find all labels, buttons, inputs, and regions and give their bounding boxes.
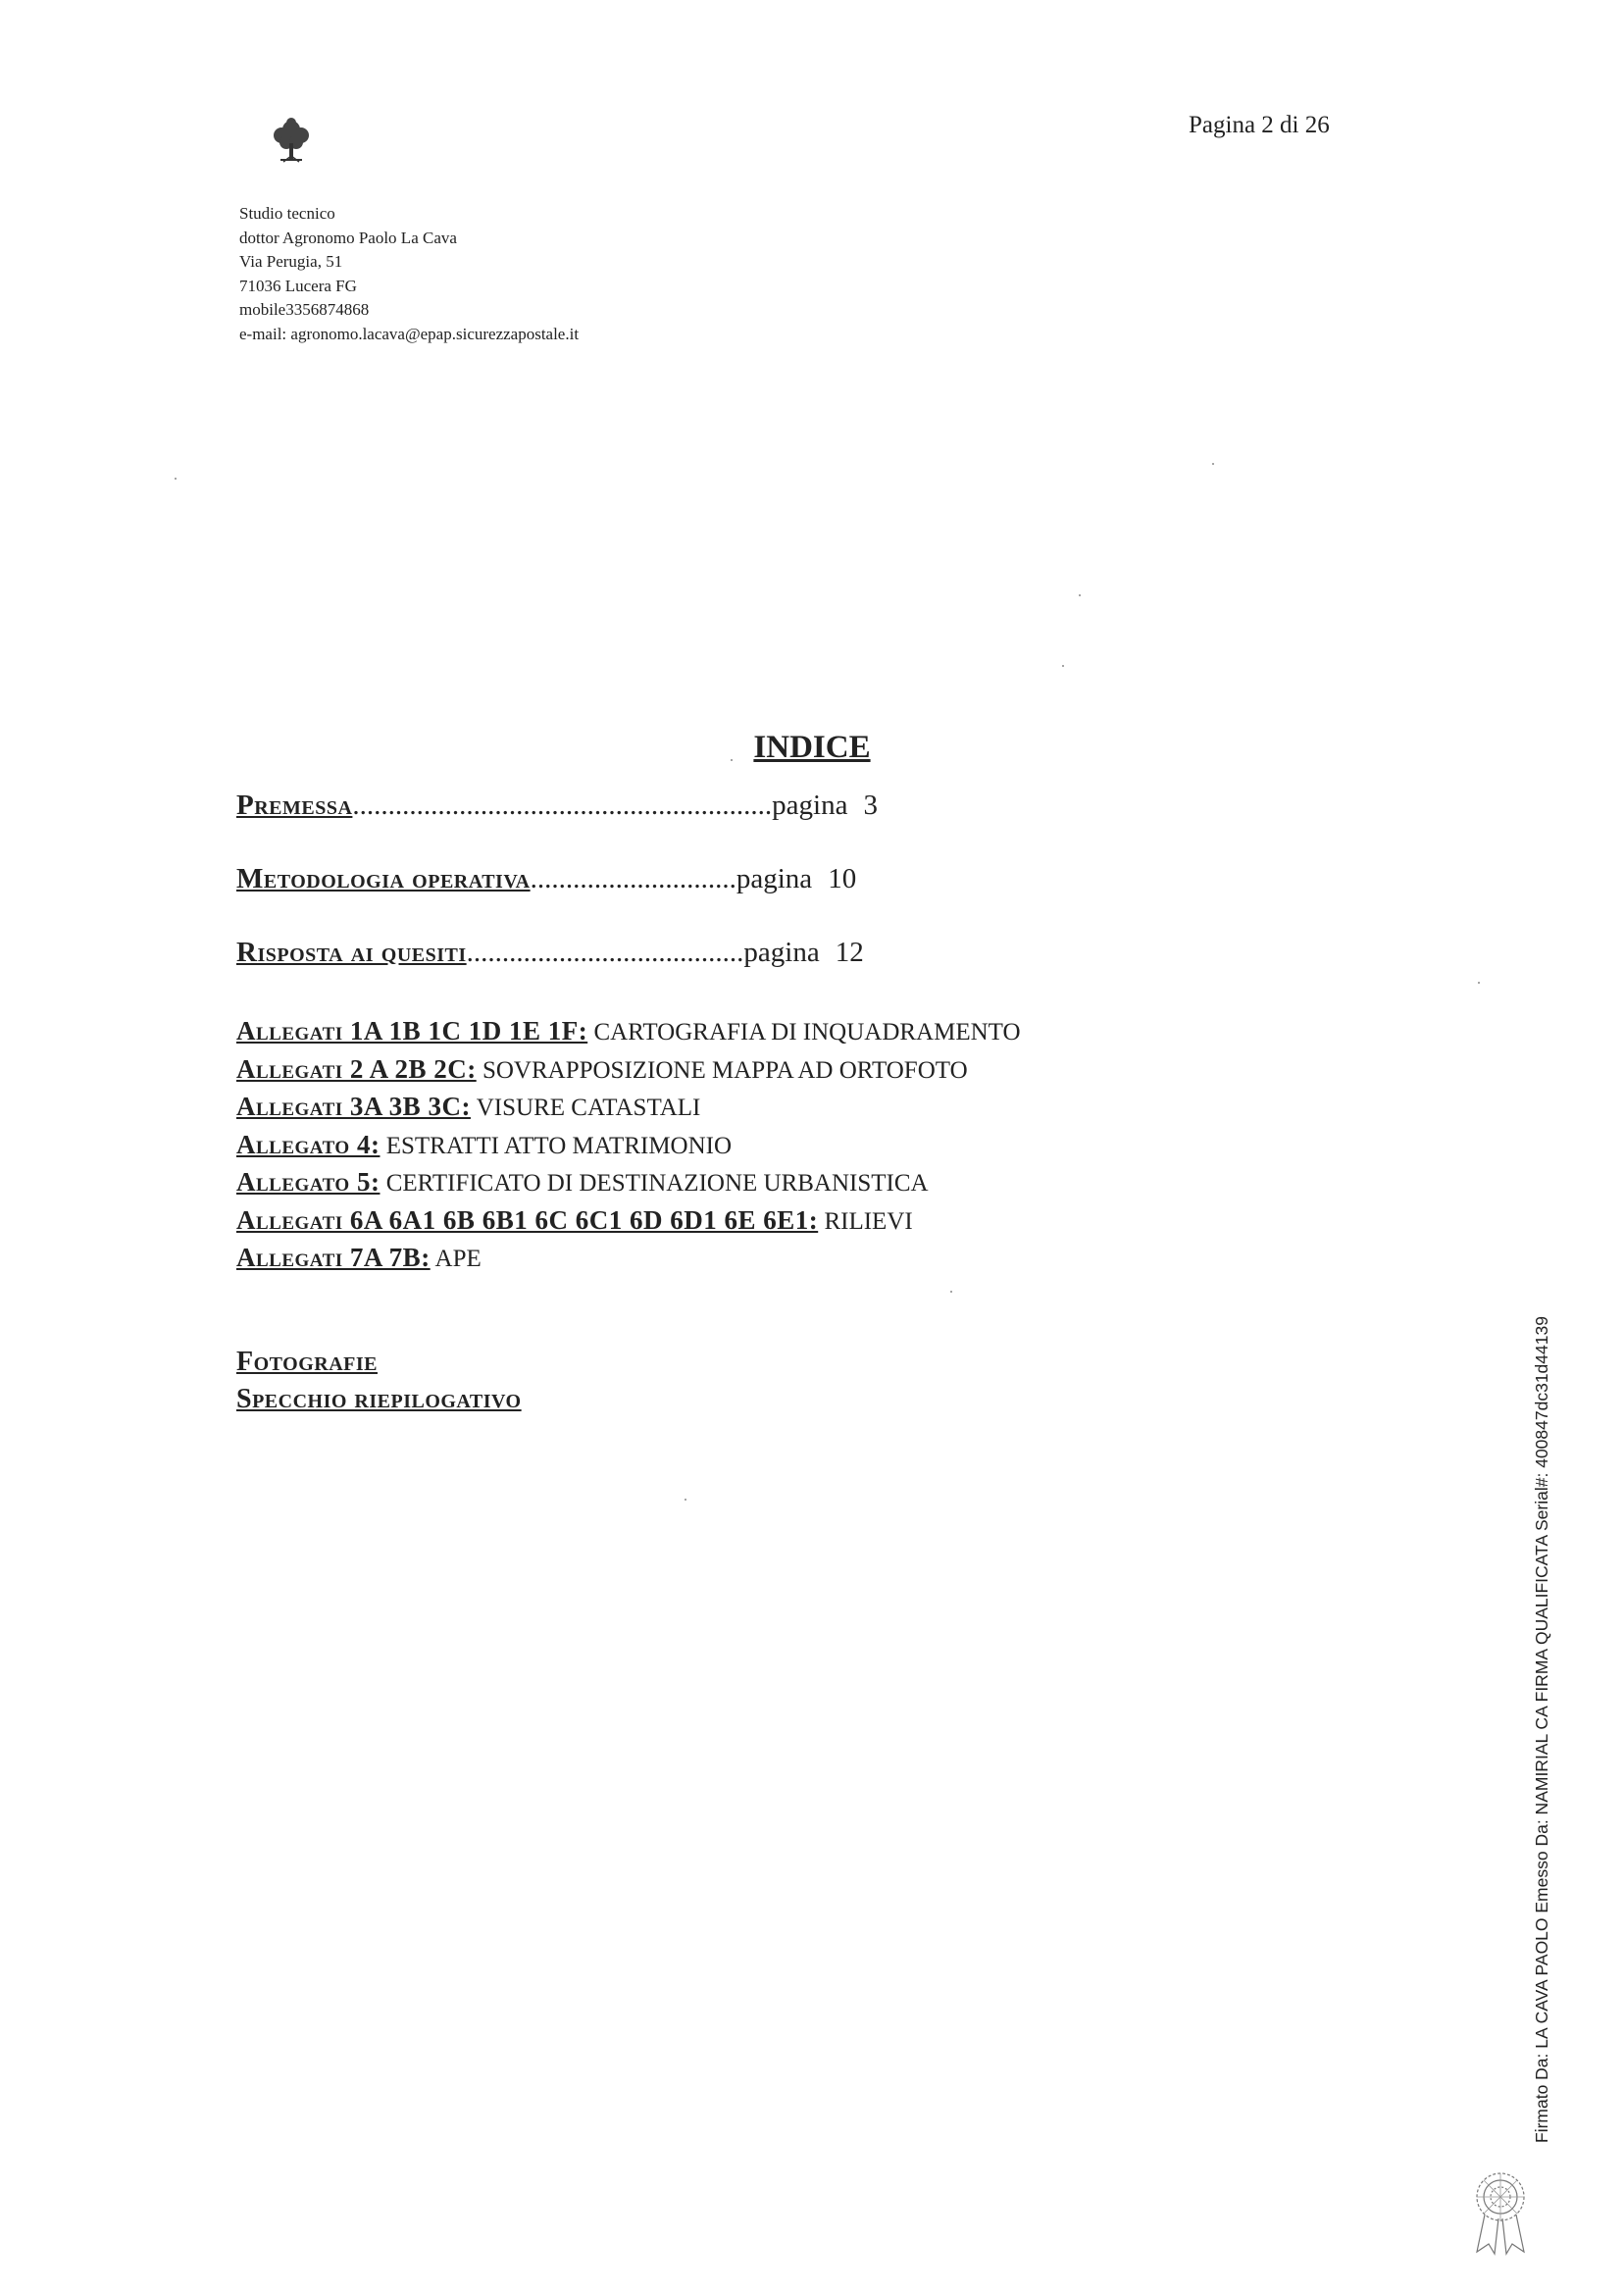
toc-page-word: pagina bbox=[736, 863, 813, 894]
scan-speck bbox=[1212, 463, 1214, 465]
letterhead-email: e-mail: agronomo.lacava@epap.sicurezzapostale.it bbox=[239, 324, 580, 343]
annex-desc: CARTOGRAFIA DI INQUADRAMENTO bbox=[587, 1019, 1021, 1045]
toc-dot-leader: ........................................................... bbox=[352, 790, 773, 821]
letterhead-mobile: mobile3356874868 bbox=[239, 300, 370, 319]
annex-list bbox=[236, 1013, 1021, 1278]
annex-item[interactable] bbox=[236, 1164, 1021, 1202]
annex-item[interactable] bbox=[236, 1013, 1021, 1051]
toc-page-word: pagina bbox=[743, 937, 820, 968]
letterhead-name: dottor Agronomo Paolo La Cava bbox=[239, 228, 457, 247]
toc-page-word: pagina bbox=[772, 790, 848, 821]
toc-entry-label: Premessa bbox=[236, 790, 353, 821]
annex-label: Allegati 3A 3B 3C: bbox=[236, 1092, 471, 1121]
page-number: Pagina 2 di 26 bbox=[1189, 112, 1330, 138]
annex-item[interactable] bbox=[236, 1240, 1021, 1278]
annex-item[interactable] bbox=[236, 1089, 1021, 1127]
annex-item[interactable] bbox=[236, 1202, 1021, 1241]
annex-item[interactable] bbox=[236, 1127, 1021, 1165]
annex-desc: CERTIFICATO DI DESTINAZIONE URBANISTICA bbox=[380, 1170, 929, 1197]
fotografie-link[interactable]: Fotografie bbox=[236, 1347, 378, 1377]
toc-entry-risposta[interactable] bbox=[236, 937, 864, 969]
scan-speck bbox=[1062, 665, 1064, 667]
annex-label: Allegati 7A 7B: bbox=[236, 1243, 431, 1272]
letterhead-city: 71036 Lucera FG bbox=[239, 276, 357, 295]
scan-speck bbox=[1478, 982, 1480, 984]
annex-desc: APE bbox=[430, 1246, 482, 1272]
scan-speck bbox=[1079, 594, 1081, 596]
annex-desc: SOVRAPPOSIZIONE MAPPA AD ORTOFOTO bbox=[476, 1056, 968, 1084]
letterhead bbox=[239, 202, 579, 346]
extra-sections bbox=[236, 1344, 522, 1418]
rosette-seal-icon bbox=[1465, 2167, 1536, 2256]
toc-dot-leader: ............................. bbox=[530, 863, 736, 894]
digital-signature-text: Firmato Da: LA CAVA PAOLO Emesso Da: NAMIRIAL CA FIRMA QUALIFICATA Serial#: 400847dc31d44139 bbox=[1532, 1316, 1551, 2143]
annex-desc: RILIEVI bbox=[818, 1207, 913, 1235]
index-title: INDICE bbox=[753, 730, 871, 765]
scan-speck bbox=[175, 478, 177, 480]
scan-speck bbox=[685, 1499, 686, 1501]
scan-speck bbox=[950, 1291, 952, 1293]
toc-dot-leader: ....................................... bbox=[466, 937, 744, 968]
annex-label: Allegati 2 A 2B 2C: bbox=[236, 1053, 477, 1084]
letterhead-studio: Studio tecnico bbox=[239, 204, 335, 223]
annex-label: Allegati 6A 6A1 6B 6B1 6C 6C1 6D 6D1 6E 6E1: bbox=[236, 1204, 819, 1235]
toc-entry-label: Metodologia operativa bbox=[236, 863, 531, 894]
annex-label: Allegato 4: bbox=[236, 1129, 381, 1159]
toc-entry-metodologia[interactable] bbox=[236, 863, 856, 895]
annex-label: Allegato 5: bbox=[236, 1167, 381, 1197]
toc-page-number: 3 bbox=[863, 790, 878, 821]
annex-item[interactable] bbox=[236, 1051, 1021, 1090]
annex-desc: VISURE CATASTALI bbox=[470, 1095, 701, 1121]
annex-desc: ESTRATTI ATTO MATRIMONIO bbox=[380, 1132, 733, 1159]
tree-logo-icon bbox=[267, 116, 316, 167]
letterhead-street: Via Perugia, 51 bbox=[239, 252, 343, 271]
toc-entry-premessa[interactable] bbox=[236, 790, 878, 822]
specchio-riepilogativo-link[interactable]: Specchio riepilogativo bbox=[236, 1384, 522, 1414]
annex-label: Allegati 1A 1B 1C 1D 1E 1F: bbox=[236, 1016, 588, 1045]
toc-page-number: 10 bbox=[828, 863, 857, 894]
toc-page-number: 12 bbox=[835, 937, 864, 968]
toc-entry-label: Risposta ai quesiti bbox=[236, 937, 467, 968]
